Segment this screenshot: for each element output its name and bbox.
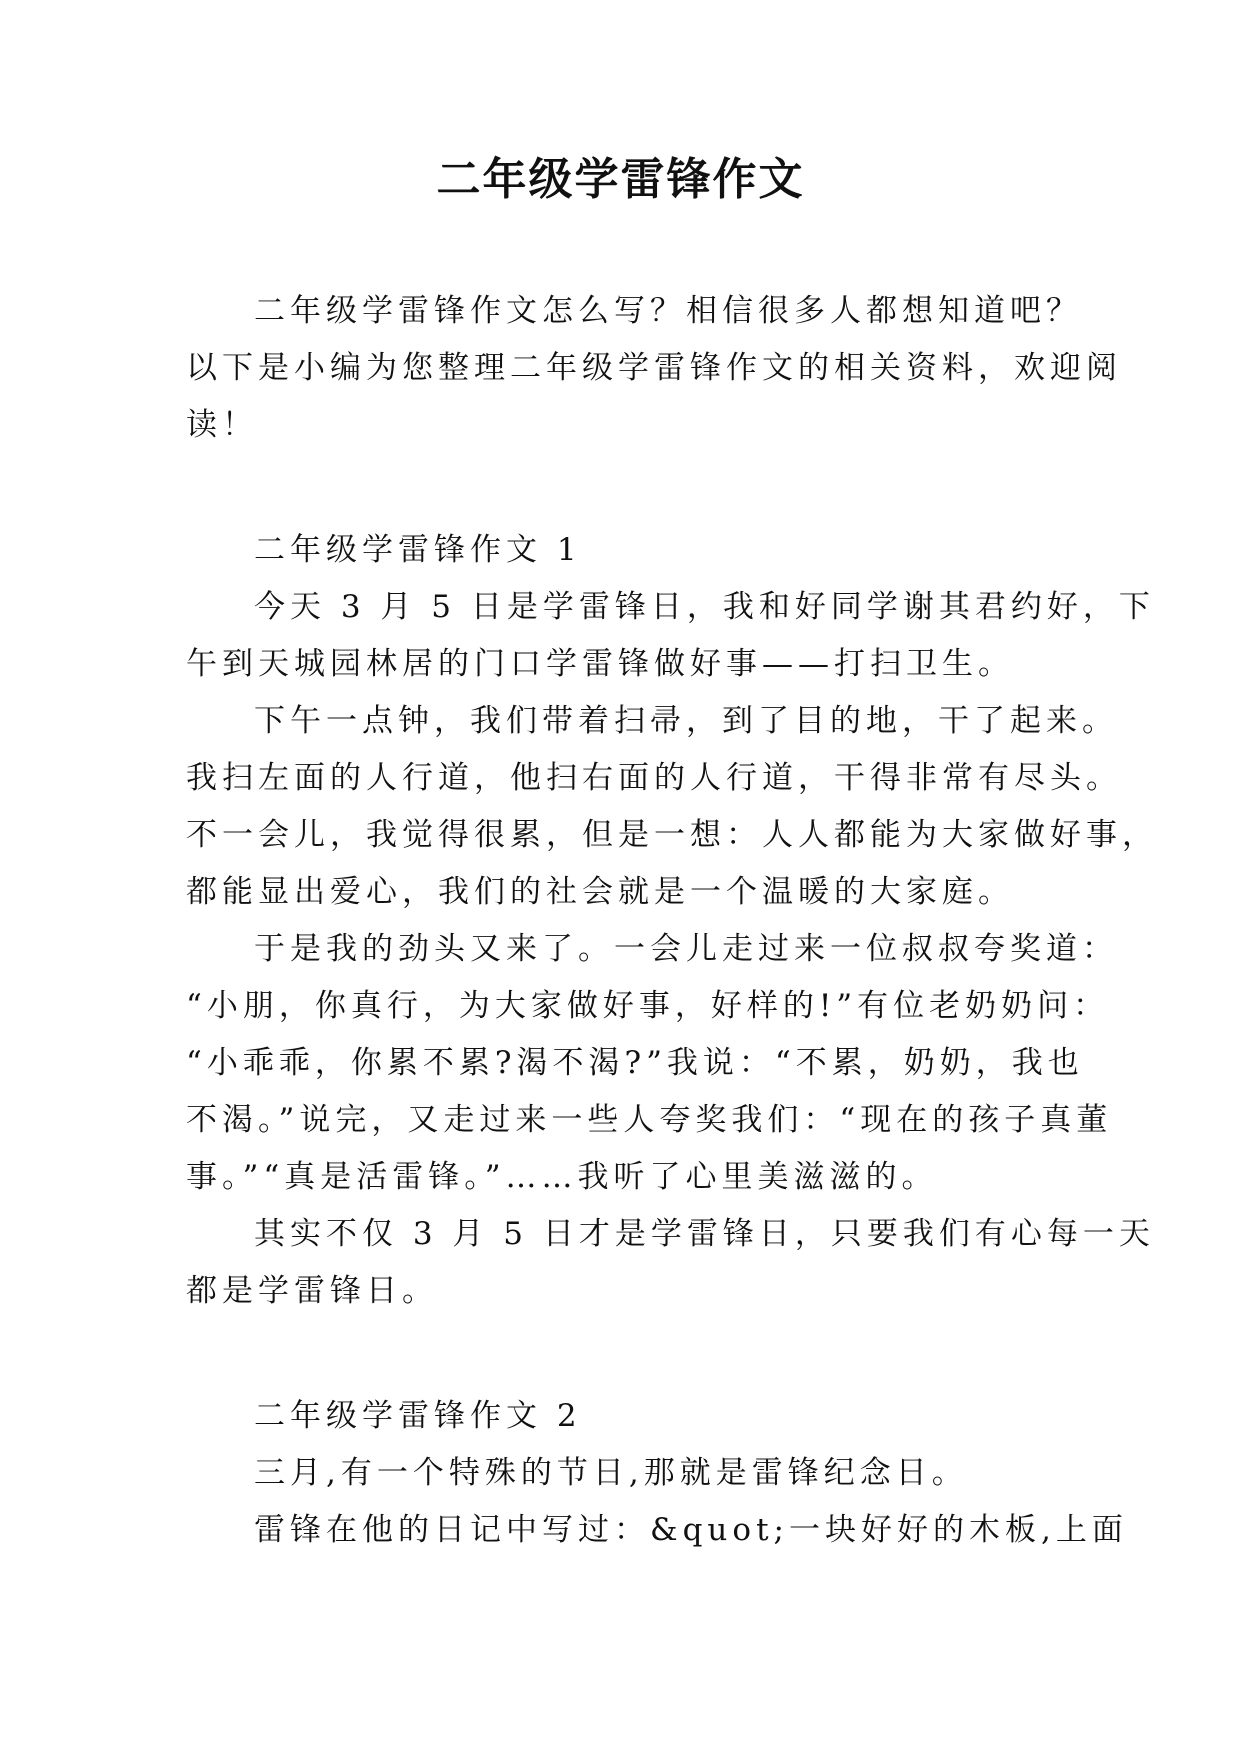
paragraph-line: 今天 3 月 5 日是学雷锋日，我和好同学谢其君约好，下 [254,589,1155,625]
paragraph-line: 不渴。”说完，又走过来一些人夸奖我们：“现在的孩子真董 [186,1102,1113,1138]
essay-2-heading: 二年级学雷锋作文 2 [254,1398,582,1434]
paragraph-line: 都能显出爱心，我们的社会就是一个温暖的大家庭。 [186,874,1014,910]
essay-1 [186,522,1158,1320]
intro-paragraph [186,283,1122,454]
paragraph-line: 下午一点钟，我们带着扫帚，到了目的地，干了起来。 [254,703,1118,739]
section-gap [186,454,1066,522]
paragraph-line: 于是我的劲头又来了。一会儿走过来一位叔叔夸奖道： [254,931,1118,967]
paragraph-line: “小朋，你真行，为大家做好事，好样的!”有位老奶奶问： [186,988,1110,1024]
paragraph-line: 事。”“真是活雷锋。”……我听了心里美滋滋的。 [186,1159,938,1195]
essay-2-paragraph-2: 雷锋在他的日记中写过：&quot;一块好好的木板,上面 [254,1512,1128,1548]
document-body [186,283,1158,1559]
paragraph-line: 我扫左面的人行道，他扫右面的人行道，干得非常有尽头。 [186,760,1122,796]
paragraph-line: 都是学雷锋日。 [186,1273,438,1309]
paragraph-line: “小乖乖，你累不累?渴不渴?”我说：“不累，奶奶，我也 [186,1045,1084,1081]
document-title: 二年级学雷锋作文 [436,154,805,205]
paragraph-line: 不一会儿，我觉得很累，但是一想：人人都能为大家做好事， [186,817,1158,853]
intro-line-1: 二年级学雷锋作文怎么写？相信很多人都想知道吧？ [254,293,1082,329]
essay-2 [186,1388,1128,1559]
essay-2-paragraph-1: 三月,有一个特殊的节日,那就是雷锋纪念日。 [254,1455,968,1491]
paragraph-line: 午到天城园林居的门口学雷锋做好事——打扫卫生。 [186,646,1014,682]
essay-1-paragraph-3 [186,921,1118,1206]
intro-line-2: 以下是小编为您整理二年级学雷锋作文的相关资料，欢迎阅 [186,350,1122,386]
section-gap [186,1320,1066,1388]
paragraph-line: 其实不仅 3 月 5 日才是学雷锋日，只要我们有心每一天 [254,1216,1155,1252]
essay-1-paragraph-2 [186,693,1158,921]
essay-1-paragraph-4 [186,1206,1155,1320]
intro-line-3: 读！ [186,407,258,443]
essay-1-heading: 二年级学雷锋作文 1 [254,532,582,568]
essay-1-paragraph-1 [186,579,1155,693]
